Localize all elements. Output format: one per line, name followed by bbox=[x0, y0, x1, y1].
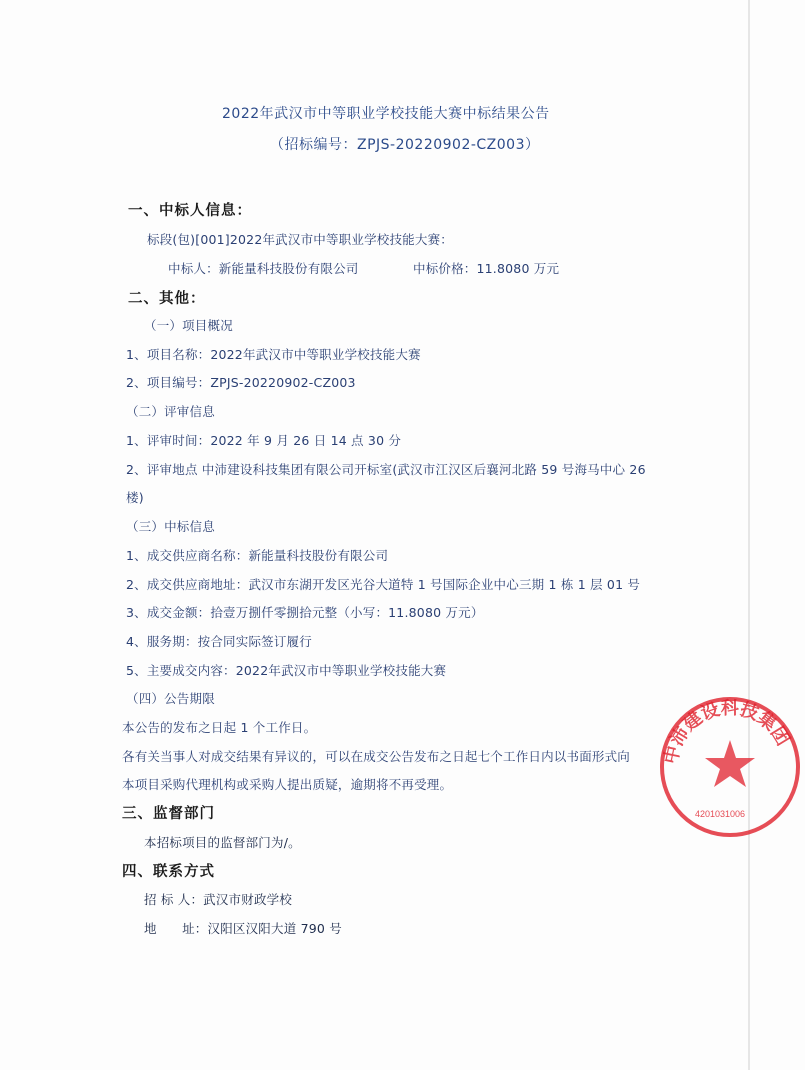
contract-amount: 3、成交金额：拾壹万捌仟零捌拾元整（小写：11.8080 万元） bbox=[126, 605, 484, 620]
page-edge bbox=[748, 0, 750, 1070]
review-place: 2、评审地点 中沛建设科技集团有限公司开标室(武汉市江汉区后襄河北路 59 号海马中心 26 bbox=[126, 462, 646, 477]
notice-period-heading: （四）公告期限 bbox=[126, 691, 215, 706]
award-info-heading: （三）中标信息 bbox=[126, 519, 215, 534]
notice-period: 本公告的发布之日起 1 个工作日。 bbox=[122, 720, 317, 735]
winner-price: 中标价格：11.8080 万元 bbox=[413, 261, 560, 276]
seal-number: 4201031006 bbox=[695, 809, 746, 819]
review-place-cont: 楼) bbox=[126, 490, 144, 505]
section-3-heading: 三、监督部门 bbox=[122, 806, 215, 822]
project-overview-heading: （一）项目概况 bbox=[144, 318, 233, 333]
seal-text: 中沛建设科技集团 bbox=[660, 697, 794, 766]
section-2-heading: 二、其他： bbox=[128, 291, 206, 307]
section-4-heading: 四、联系方式 bbox=[122, 864, 215, 880]
objection-text-cont: 本项目采购代理机构或采购人提出质疑，逾期将不再受理。 bbox=[122, 777, 453, 792]
address: 地 址：汉阳区汉阳大道 790 号 bbox=[144, 921, 342, 936]
service-period: 4、服务期：按合同实际签订履行 bbox=[126, 634, 312, 649]
project-number: 2、项目编号：ZPJS-20220902-CZ003 bbox=[126, 375, 356, 390]
lot-line: 标段(包)[001]2022年武汉市中等职业学校技能大赛： bbox=[147, 232, 453, 247]
document-subtitle: （招标编号：ZPJS-20220902-CZ003） bbox=[270, 137, 540, 153]
supplier-address: 2、成交供应商地址：武汉市东湖开发区光谷大道特 1 号国际企业中心三期 1 栋 1 层 01 号 bbox=[126, 577, 641, 592]
section-1-heading: 一、中标人信息： bbox=[128, 203, 252, 219]
main-content: 5、主要成交内容：2022年武汉市中等职业学校技能大赛 bbox=[126, 663, 447, 678]
project-name: 1、项目名称：2022年武汉市中等职业学校技能大赛 bbox=[126, 347, 421, 362]
tenderer: 招 标 人：武汉市财政学校 bbox=[144, 892, 293, 907]
seal-star-icon bbox=[705, 740, 755, 787]
supervision-text: 本招标项目的监督部门为/。 bbox=[144, 835, 301, 850]
document-title: 2022年武汉市中等职业学校技能大赛中标结果公告 bbox=[222, 106, 550, 122]
objection-text: 各有关当事人对成交结果有异议的，可以在成交公告发布之日起七个工作日内以书面形式向 bbox=[122, 749, 631, 764]
company-seal-stamp bbox=[655, 692, 805, 842]
winner-name: 中标人：新能量科技股份有限公司 bbox=[168, 261, 359, 276]
review-time: 1、评审时间：2022 年 9 月 26 日 14 点 30 分 bbox=[126, 433, 402, 448]
review-info-heading: （二）评审信息 bbox=[126, 404, 215, 419]
supplier-name: 1、成交供应商名称：新能量科技股份有限公司 bbox=[126, 548, 389, 563]
